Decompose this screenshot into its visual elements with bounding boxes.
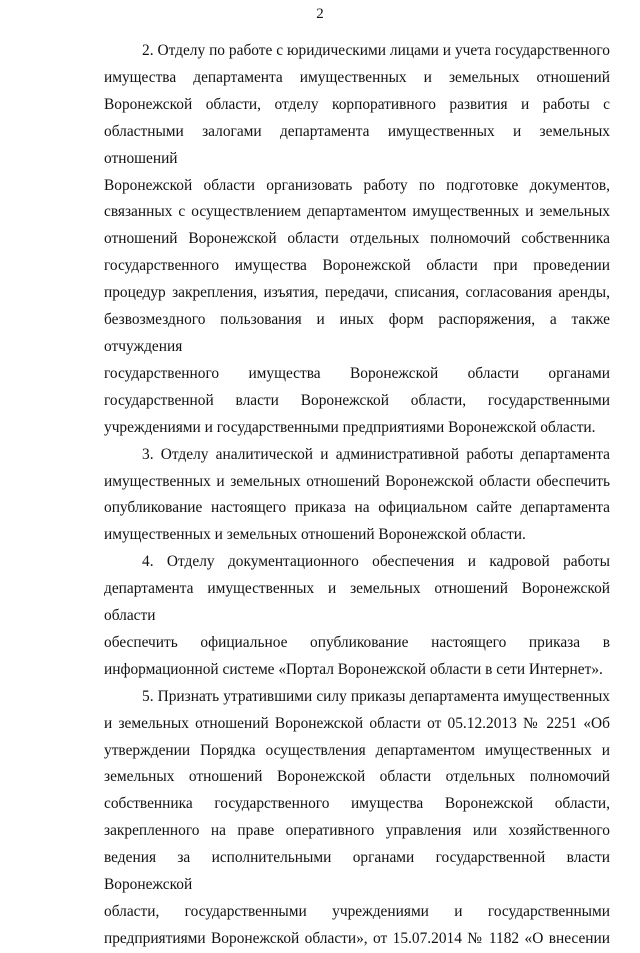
paragraph-5	[104, 684, 610, 953]
paragraph-line: ведения за исполнительными органами государственной власти Воронежской	[104, 849, 610, 894]
paragraph-line: и земельных отношений Воронежской области от 05.12.2013 № 2251 «Об	[104, 714, 610, 732]
paragraph-line: имущества департамента имущественных и земельных отношений	[104, 68, 610, 86]
paragraph-line: области, государственными учреждениями и государственными	[104, 903, 610, 920]
page-number: 2	[316, 6, 324, 22]
paragraph-line: областными залогами департамента имущественных и земельных отношений	[104, 122, 610, 167]
paragraph-2	[104, 38, 610, 442]
paragraph-line: закрепленного на праве оперативного управления или хозяйственного	[104, 822, 610, 840]
paragraph-line: предприятиями Воронежской области», от 15.07.2014 № 1182 «О внесении	[104, 929, 610, 947]
paragraph-line: департамента имущественных и земельных отношений Воронежской области	[104, 580, 610, 625]
paragraph-line: процедур закрепления, изъятия, передачи, списания, согласования аренды,	[104, 284, 610, 302]
paragraph-line: собственника государственного имущества Воронежской области,	[104, 795, 610, 813]
paragraph-line: имущественных и земельных отношений Воронежской области обеспечить	[104, 472, 610, 490]
paragraph-line: утверждении Порядка осуществления департаментом имущественных и	[104, 741, 610, 759]
paragraph-3	[104, 442, 610, 550]
paragraph-line: 2. Отделу по работе с юридическими лицами и учета государственного	[142, 42, 610, 59]
paragraph-line: учреждениями и государственными предприятиями Воронежской области.	[104, 418, 596, 436]
paragraph-line: 3. Отделу аналитической и административной работы департамента	[142, 445, 610, 463]
paragraph-line: государственного имущества Воронежской области при проведении	[104, 257, 610, 275]
paragraph-4	[104, 549, 610, 684]
paragraph-line: связанных с осуществлением департаментом имущественных и земельных	[104, 203, 610, 221]
paragraph-line: имущественных и земельных отношений Воронежской области.	[104, 526, 526, 544]
paragraph-line: Воронежской области организовать работу по подготовке документов,	[104, 176, 610, 194]
paragraph-line: отношений Воронежской области отдельных полномочий собственника	[104, 230, 610, 248]
paragraph-line: информационной системе «Портал Воронежской области в сети Интернет».	[104, 660, 603, 678]
paragraph-line: земельных отношений Воронежской области отдельных полномочий	[104, 768, 610, 786]
document-body	[104, 38, 610, 953]
paragraph-line: безвозмездного пользования и иных форм распоряжения, а также отчуждения	[104, 311, 610, 355]
paragraph-line: опубликование настоящего приказа на официальном сайте департамента	[104, 499, 610, 517]
paragraph-line: государственного имущества Воронежской области органами	[104, 364, 610, 382]
paragraph-line: 5. Признать утратившими силу приказы департамента имущественных	[142, 687, 610, 705]
paragraph-line: обеспечить официальное опубликование настоящего приказа в	[104, 633, 610, 651]
paragraph-line: Воронежской области, отделу корпоративного развития и работы с	[104, 95, 610, 113]
paragraph-line: 4. Отделу документационного обеспечения и кадровой работы	[142, 553, 610, 571]
paragraph-line: государственной власти Воронежской области, государственными	[104, 391, 610, 409]
